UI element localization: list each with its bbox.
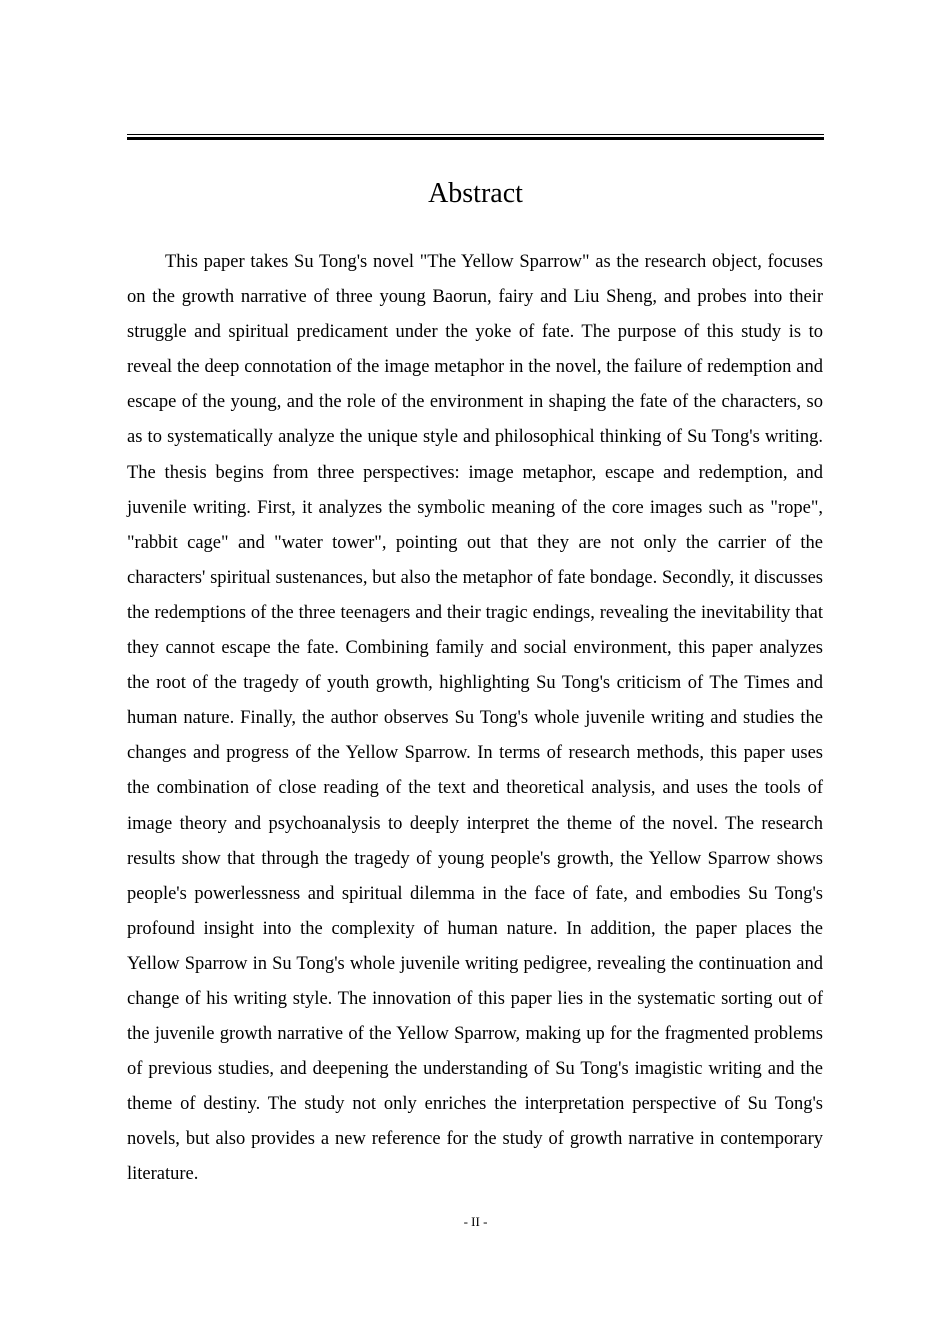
page-number: - II -: [463, 1214, 488, 1229]
page-title: Abstract: [428, 178, 523, 209]
abstract-paragraph: This paper takes Su Tong's novel "The Yellow Sparrow" as the research object, focuses on the growth narrative of three young Baorun, fairy and Liu Sheng, and probes into their struggle and spiritual predicament under the yoke of fate. The purpose of this study is to reveal the deep connotation of the image metaphor in the novel, the failure of redemption and escape of the young, and the role of the environment in shaping the fate of the characters, so as to systematically analyze the unique style and philosophical thinking of Su Tong's writing. The thesis begins from three perspectives: image metaphor, escape and redemption, and juvenile writing. First, it analyzes the symbolic meaning of the core images such as "rope", "rabbit cage" and "water tower", pointing out that they are not only the carrier of the characters' spiritual sustenances, but also the metaphor of fate bondage. Secondly, it discusses the redemptions of the three teenagers and their tragic endings, revealing the inevitability that they cannot escape the fate. Combining family and social environment, this paper analyzes the root of the tragedy of youth growth, highlighting Su Tong's criticism of The Times and human nature. Finally, the author observes Su Tong's whole juvenile writing and studies the changes and progress of the Yellow Sparrow. In terms of research methods, this paper uses the combination of close reading of the text and theoretical analysis, and uses the tools of image theory and psychoanalysis to deeply interpret the theme of the novel. The research results show that through the tragedy of young people's growth, the Yellow Sparrow shows people's powerlessness and spiritual dilemma in the face of fate, and embodies Su Tong's profound insight into the complexity of human nature. In addition, the paper places the Yellow Sparrow in Su Tong's whole juvenile writing pedigree, revealing the continuation and change of his writing style. The innovation of this paper lies in the systematic sorting out of the juvenile growth narrative of the Yellow Sparrow, making up for the fragmented problems of previous studies, and deepening the understanding of Su Tong's imagistic writing and the theme of destiny. The study not only enriches the interpretation perspective of Su Tong's novels, but also provides a new reference for the study of growth narrative in contemporary literature.: [127, 252, 823, 1185]
header-rule-thin: [127, 134, 824, 135]
header-rule-thick: [127, 137, 824, 140]
